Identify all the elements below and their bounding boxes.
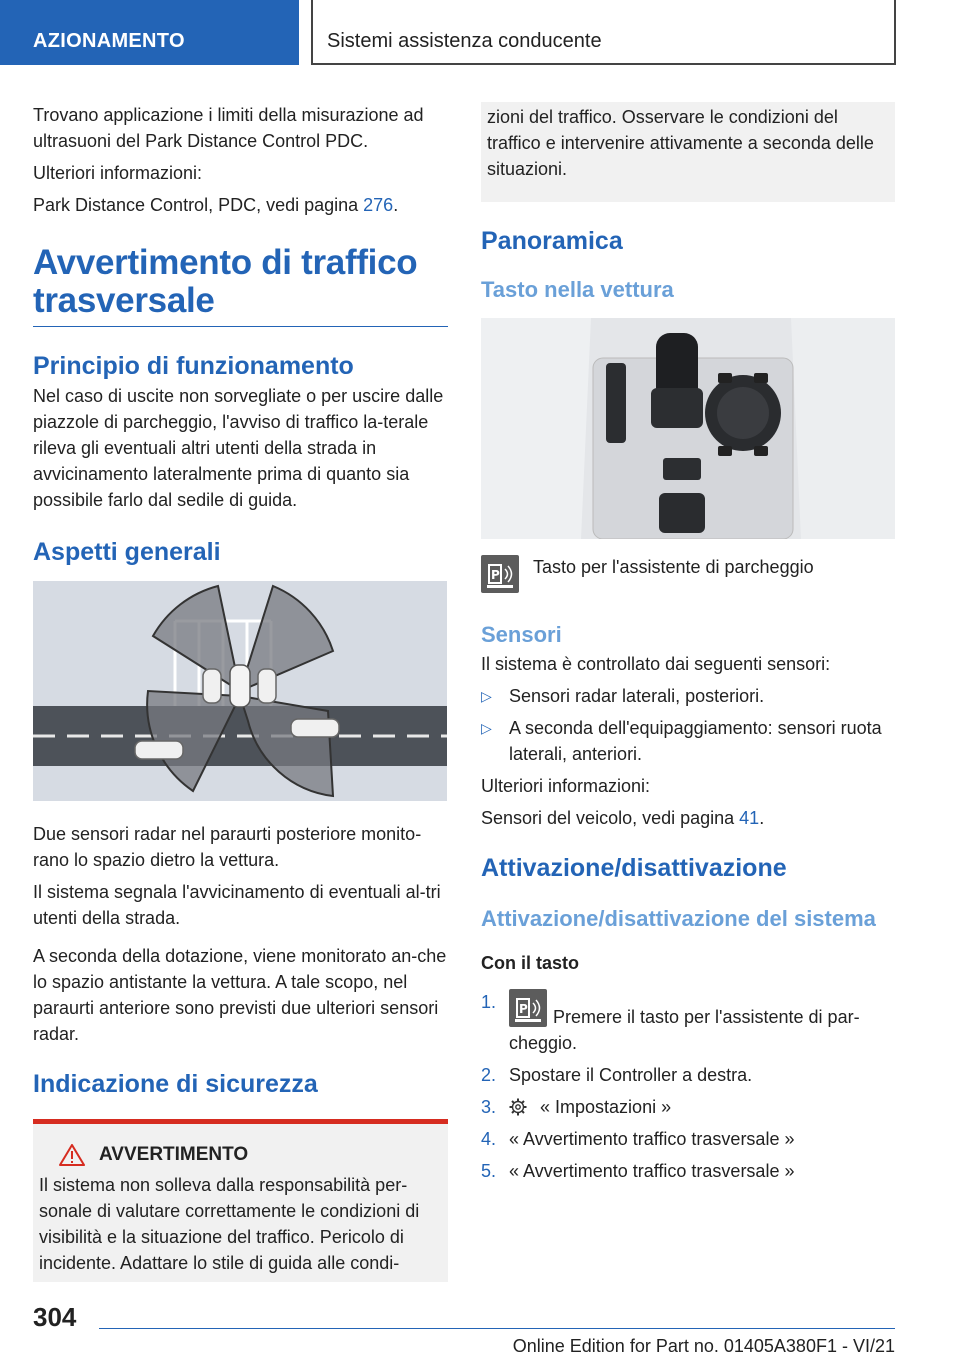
page-link-276[interactable]: 276 (363, 195, 394, 215)
edition-label: Online Edition for Part no. 01405A380F1 - VI/21 (512, 1336, 895, 1356)
list-item: 1. P Premere il tasto per l'assistente di par-cheggio. (481, 989, 895, 1056)
svg-text:P: P (491, 568, 500, 582)
gear-icon (509, 1098, 527, 1116)
intro-paragraph: Trovano applicazione i limiti della misurazione ad ultrasuoni del Park Distance Control PDC. (33, 105, 424, 151)
pdc-reference: Park Distance Control, PDC, vedi pagina 276. (33, 195, 399, 215)
park-assist-button-icon (509, 989, 547, 1027)
button-heading: Tasto nella vettura (481, 277, 674, 302)
principle-text: Nel caso di uscite non sorvegliate o per uscire dalle piazzole di parcheggio, l'avviso di traffico la-terale rileva gli eventuali altri utenti della strada in avvicinamento lateralmente prima di quanto sia possibile farlo dal sedile di guida. (33, 386, 444, 510)
warning-header (59, 1144, 438, 1166)
sensors-list (481, 683, 895, 767)
safety-heading: Indicazione di sicurezza (33, 1070, 318, 1098)
activation-heading: Attivazione/disattivazione (481, 854, 787, 882)
chapter-label: Sistemi assistenza conducente (327, 30, 602, 52)
list-item: 4. « Avvertimento traffico trasversale » (481, 1129, 795, 1149)
center-console-svg (481, 318, 895, 539)
more-info-label: Ulteriori informazioni: (33, 163, 203, 183)
list-item: ▷ Sensori radar laterali, posteriori. (481, 683, 895, 709)
section-label: AZIONAMENTO (33, 30, 185, 52)
bullet-marker: ▷ (481, 720, 492, 736)
list-item: 2. Spostare il Controller a destra. (481, 1065, 753, 1085)
overview-heading: Panoramica (481, 227, 623, 255)
general-paragraph-1: Due sensori radar nel paraurti posteriore monito-rano lo spazio dietro la vettura. (33, 824, 422, 870)
warning-title: AVVERTIMENTO (99, 1144, 249, 1165)
with-button-heading: Con il tasto (481, 953, 579, 973)
warning-box-continued (481, 102, 895, 202)
list-item: 3. « Impostazioni » (481, 1097, 672, 1117)
section-tab (0, 0, 299, 65)
button-caption: Tasto per l'assistente di parcheggio (533, 557, 814, 577)
footer-divider (99, 1328, 895, 1329)
page-link-41[interactable]: 41 (739, 808, 760, 828)
center-console-photo (481, 318, 895, 539)
right-column (481, 102, 895, 1184)
svg-text:P: P (519, 1002, 528, 1016)
general-heading: Aspetti generali (33, 538, 221, 566)
sensors-more-info: Ulteriori informazioni: (481, 776, 651, 796)
activation-steps (481, 989, 895, 1184)
warning-text-continued: zioni del traffico. Osservare le condizioni del traffico e intervenire attivamente a seconda delle situazioni. (487, 107, 874, 179)
principle-heading: Principio di funzionamento (33, 352, 354, 380)
warning-triangle-icon (59, 1144, 85, 1166)
general-paragraph-2: Il sistema segnala l'avvicinamento di eventuali al-tri utenti della strada. (33, 882, 441, 928)
button-caption-row (481, 555, 895, 593)
bullet-marker: ▷ (481, 688, 492, 704)
sensors-heading: Sensori (481, 622, 562, 647)
warning-box (33, 1119, 448, 1282)
list-item: ▷ A seconda dell'equipaggiamento: sensori ruota laterali, anteriori. (481, 715, 895, 767)
general-paragraph-3: A seconda della dotazione, viene monitorato an-che lo spazio antistante la vettura. A tale scopo, nel paraurti anteriore sono previsti due ulteriori sensori radar. (33, 946, 447, 1044)
left-column (33, 102, 448, 1282)
system-activation-heading: Attivazione/disattivazione del sistema (481, 906, 876, 931)
page-number: 304 (33, 1302, 77, 1332)
warning-text: Il sistema non solleva dalla responsabilità per-sonale di valutare correttamente le condizioni di visibilità e la situazione del traffico. Pericolo di incidente. Adattare lo stile di guida alle condi- (39, 1175, 420, 1273)
list-item: 5. « Avvertimento traffico trasversale » (481, 1161, 795, 1181)
chapter-header (311, 0, 896, 65)
main-title: Avvertimento di traffico trasversale (33, 244, 448, 327)
radar-coverage-illustration (33, 581, 447, 801)
park-assist-button-icon (481, 555, 519, 593)
sensors-intro: Il sistema è controllato dai seguenti sensori: (481, 654, 831, 674)
radar-coverage-svg (33, 581, 447, 801)
sensors-reference: Sensori del veicolo, vedi pagina 41. (481, 808, 765, 828)
